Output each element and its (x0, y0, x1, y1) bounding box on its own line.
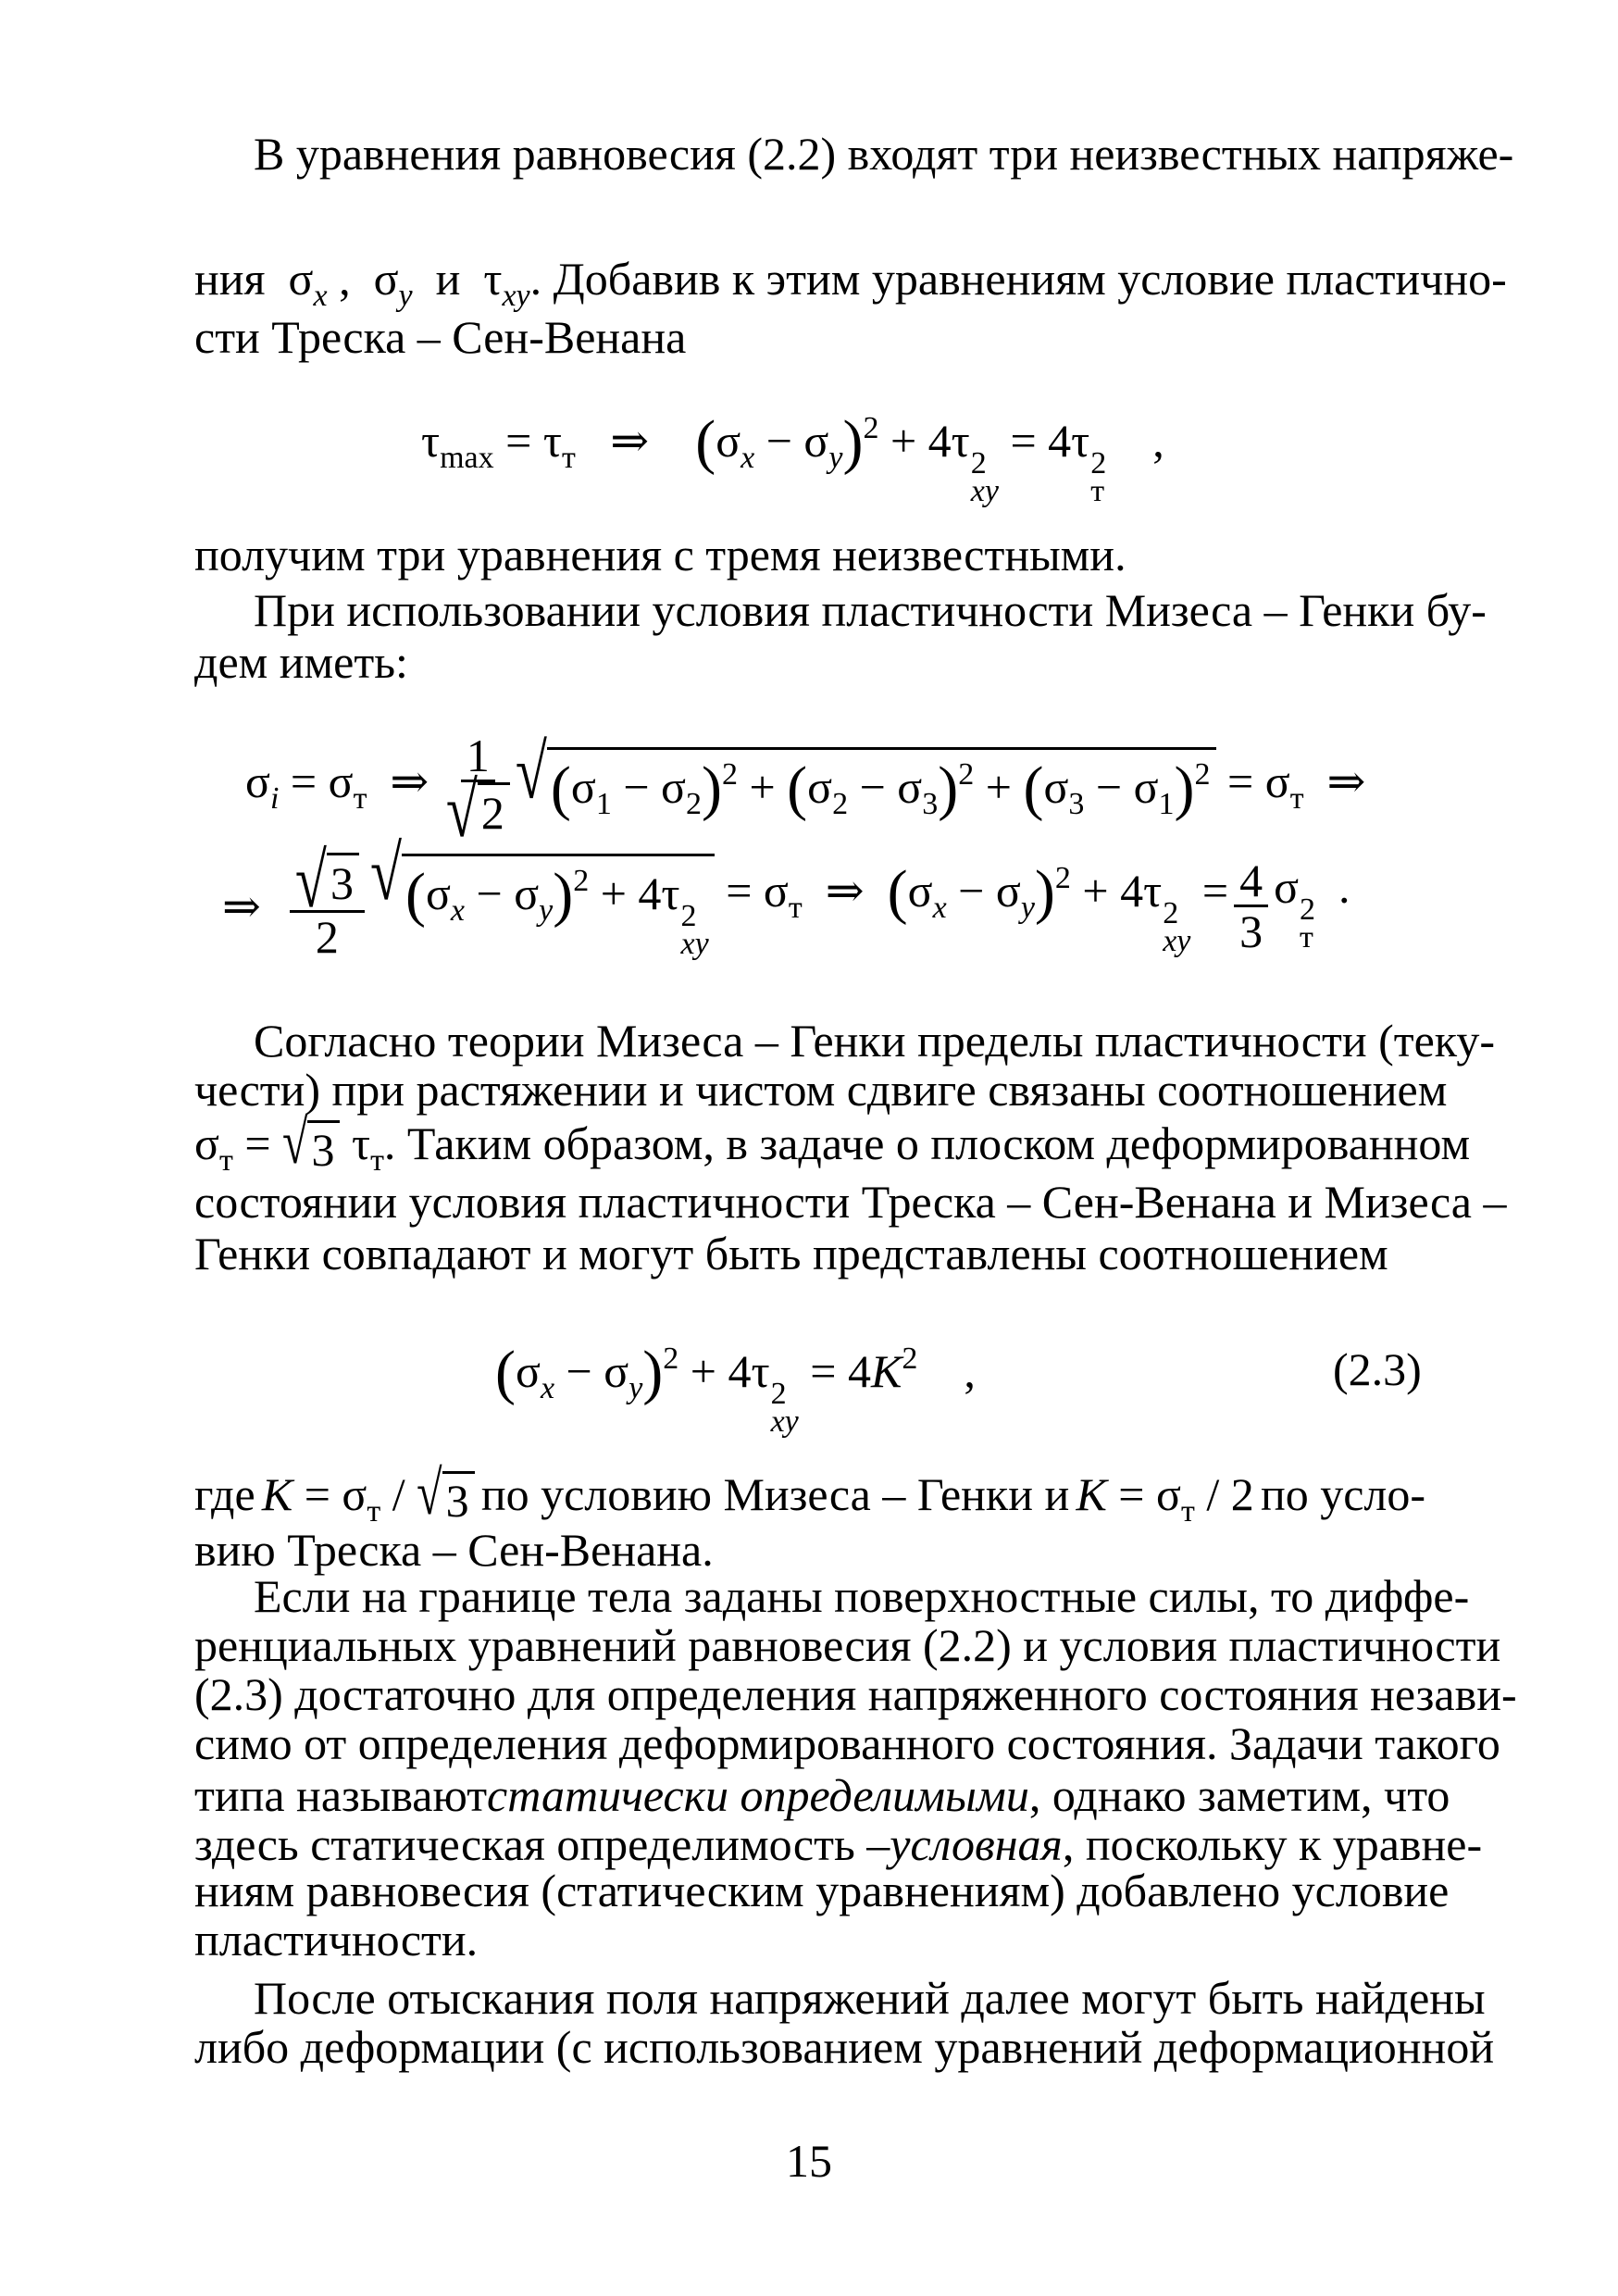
text-line: симо от определения деформированного состояния. Задачи такого (194, 1717, 1500, 1769)
text-line: пластичности. (194, 1914, 479, 1965)
equation-tresca: $\tau_{max} = \tau_т$ ⇒ $(\sigma_x - \sigma_y)^2 + 4\tau$ 2 xy = 4τ 2 т , (421, 408, 1164, 508)
text-line: либо деформации (с использованием уравнений деформационной (194, 2021, 1495, 2073)
paragraph-7 (194, 1972, 1495, 2073)
text-line: ренциальных уравнений равновесия (2.2) и условия пластичности (194, 1619, 1501, 1671)
text-line: При использовании условия пластичности Мизеса – Генки бу- (254, 584, 1487, 636)
text-line: В уравнения равновесия (2.2) входят три неизвестных напряже- (254, 128, 1514, 180)
text-line: $\sigma_т$ = √ 3 $\tau_т$. Таким образом, в задаче о плоском деформированном (194, 1106, 1471, 1178)
text-line: Согласно теории Мизеса – Генки пределы пластичности (теку- (254, 1015, 1496, 1067)
paragraph-2: получим три уравнения с тремя неизвестными. (194, 529, 1126, 580)
text-line: сти Треска – Сен-Венана (194, 311, 687, 363)
text-line: (2.3) достаточно для определения напряженного состояния незави- (194, 1668, 1517, 1720)
paragraph-6 (194, 1570, 1517, 1769)
text-line: Если на границе тела заданы поверхностные силы, то диффе- (254, 1570, 1470, 1622)
paragraph-4 (194, 1015, 1496, 1067)
text-line: чести) при растяжении и чистом сдвиге связаны соотношением (194, 1064, 1448, 1116)
text-line: ния $\sigma_x$ , $\sigma_y$ и $\tau_{xy}$. Добавив к этим уравнениям условие пластично- (194, 253, 1507, 313)
text-line: дем иметь: (194, 636, 408, 688)
equation-mises-2: ⇒ √ 3 2 √ $(\sigma_x - \sigma_y)^2 + 4\tau$ 2 xy = $\sigma_т$ ⇒ $(\sigma_x - \sigma_y)^2 + 4\tau$ 2 xy = $\frac{4}{3}$ σ 2 т . (222, 831, 1350, 963)
equation-2-3: $(\sigma_x - \sigma_y)^2 + 4\tau$ 2 xy = $4K^2$ , (495, 1339, 976, 1439)
text-line: состоянии условия пластичности Треска – Сен-Венана и Мизеса – (194, 1176, 1507, 1228)
paragraph-6-end (194, 1865, 1450, 1965)
text-line: здесь статическая определимость – условная , поскольку к уравне- (194, 1818, 1483, 1870)
paragraph-4-cont (194, 1064, 1448, 1116)
text-line: типа называют статически определимыми , однако заметим, что (194, 1769, 1450, 1821)
paragraph-1 (194, 128, 1514, 180)
page-number: 15 (786, 2135, 832, 2187)
text-line: ниям равновесия (статическим уравнениям) добавлено условие (194, 1865, 1450, 1916)
paragraph-4-cont-2 (194, 1176, 1507, 1228)
text-line: где $K = \sigma_т$ / √ 3 по условию Мизеса – Генки и $K = \sigma_т / 2$ по усло- (194, 1457, 1425, 1529)
paragraph-3 (194, 584, 1487, 636)
text-line: После отыскания поля напряжений далее могут быть найдены (254, 1972, 1486, 2024)
equation-mises-1: $\sigma_i = \sigma_т$ ⇒ 1 √ 2 √ $(\sigma_1 - \sigma_2)^2 + (\sigma_2 - \sigma_3)^2 + (\sigma_3 - \sigma_1)^2$ = $\sigma_т$ ⇒ (245, 730, 1366, 854)
text-line: Генки совпадают и могут быть представлены соотношением (194, 1228, 1388, 1279)
text-line: вию Треска – Сен-Венана. (194, 1524, 714, 1576)
equation-number: (2.3) (1333, 1343, 1422, 1395)
